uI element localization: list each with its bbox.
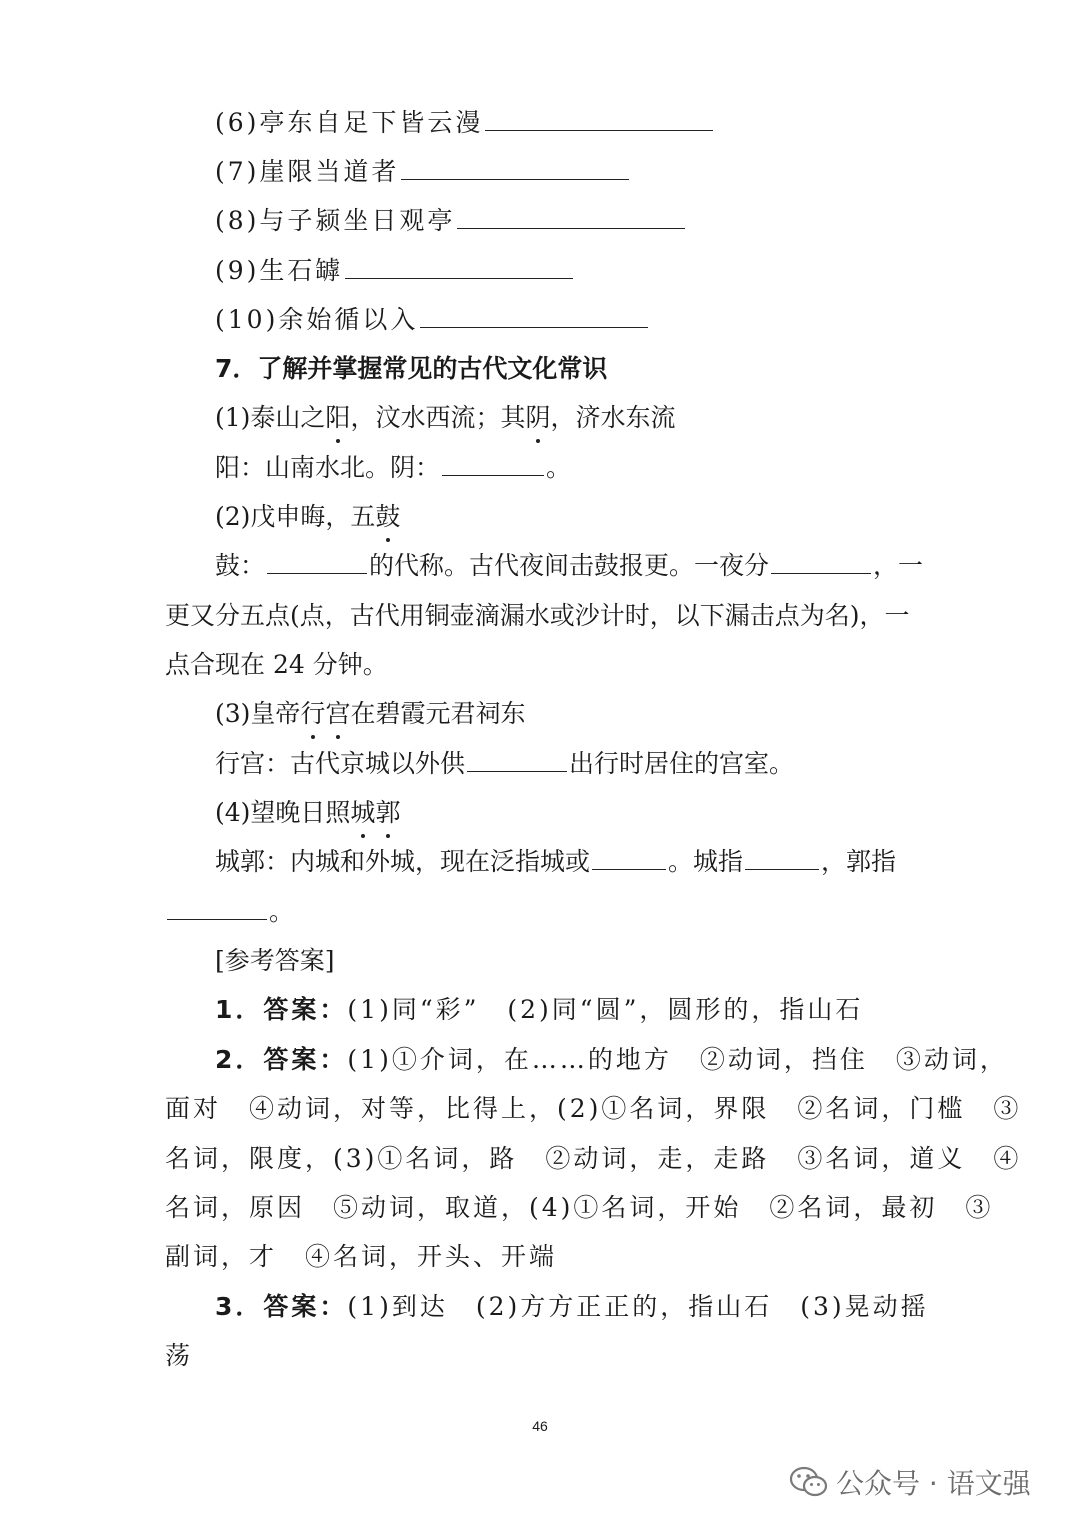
answer-blank[interactable] [442,451,544,476]
item-num: (8) [215,206,260,235]
text: 。城指 [668,847,744,876]
wechat-icon [790,1466,828,1498]
answer-blank[interactable] [467,747,567,772]
q7-p1-def [215,451,571,485]
item-text: 生石罅 [259,256,344,285]
q7-p4 [215,796,400,830]
item-10 [215,303,650,337]
emphasis-char: 宫 [325,697,350,731]
q7-p3 [215,697,525,731]
answer-2-line4: 名词，原因 ⑤动词，取道，(4)①名词，开始 ②名词，最初 ③ [165,1193,994,1222]
text: 出行时居住的宫室。 [569,749,795,778]
item-8 [215,204,687,238]
q7-p1 [215,401,675,435]
text: ，汶水西流；其 [350,403,526,432]
answer-2-line2: 面对 ④动词，对等，比得上，(2)①名词，界限 ②名词，门槛 ③ [165,1094,1022,1123]
text: 城郭：内城和外城，现在泛指城或 [215,847,591,876]
answer-blank[interactable] [745,845,819,870]
emphasis-char: 行 [300,697,325,731]
text: 在碧霞元君祠东 [350,699,526,728]
answer-3-line1 [215,1290,929,1324]
answer-text: (1)①介词，在……的地方 ②动词，挡住 ③动词， [347,1045,1008,1074]
item-text: 余始循以入 [278,305,419,334]
answer-1 [215,993,863,1027]
answer-blank[interactable] [592,845,666,870]
text: 鼓： [215,551,266,580]
q7-p2-line3: 点合现在 24 分钟。 [165,650,388,679]
answer-label: 2．答案： [215,1045,348,1074]
item-num: (7) [215,157,260,186]
answer-2-line1 [215,1043,1008,1077]
answer-2-line3: 名词，限度，(3)①名词，路 ②动词，走，走路 ③名词，道义 ④ [165,1144,1022,1173]
item-text: 亭东自足下皆云漫 [259,108,484,137]
q7-p4-line2 [165,895,294,929]
page-number: 46 [532,1418,548,1434]
answer-blank[interactable] [420,303,648,328]
q7-p2-line2: 更又分五点(点，古代用铜壶滴漏水或沙计时，以下漏击点为名)，一 [165,601,910,630]
item-num: (9) [215,256,260,285]
text: (2)戊申晦，五 [215,502,376,531]
answer-2-line5: 副词，才 ④名词，开头、开端 [165,1242,558,1271]
item-9 [215,254,575,288]
text: 行宫：古代京城以外供 [215,749,466,778]
text: 。 [546,453,572,482]
section-7-title: 7．了解并掌握常见的古代文化常识 [215,354,608,383]
item-6 [215,106,715,140]
answer-3-line2: 荡 [165,1341,191,1370]
item-num: (6) [215,108,260,137]
item-text: 与子颍坐日观亭 [259,206,456,235]
emphasis-char: 城 [350,796,375,830]
item-num: (10) [215,305,279,334]
answer-text: (1)同“彩” (2)同“圆”，圆形的，指山石 [347,995,864,1024]
answer-blank[interactable] [457,204,685,229]
answer-blank[interactable] [771,549,871,574]
q7-p2 [215,500,400,534]
text: ，济水东流 [550,403,676,432]
text: ，一 [873,551,924,580]
answer-blank[interactable] [401,155,629,180]
watermark-text: 公众号 · 语文强 [836,1467,1031,1500]
text: 阳：山南水北。阴： [215,453,441,482]
emphasis-char: 阳 [325,401,350,435]
answer-text: (1)到达 (2)方方正正的，指山石 (3)晃动摇 [347,1292,929,1321]
answer-blank[interactable] [167,895,267,920]
answer-blank[interactable] [267,549,367,574]
answer-blank[interactable] [345,254,573,279]
q7-p3-def [215,747,794,781]
text: ，郭指 [821,847,897,876]
emphasis-char: 阴 [525,401,550,435]
answer-blank[interactable] [485,106,713,131]
item-text: 崖限当道者 [259,157,400,186]
emphasis-char: 鼓 [375,500,400,534]
watermark [790,1462,1031,1502]
text: 的代称。古代夜间击鼓报更。一夜分 [369,551,770,580]
q7-p4-def [215,845,896,879]
answer-label: 3．答案： [215,1292,348,1321]
answer-label: 1．答案： [215,995,348,1024]
emphasis-char: 郭 [375,796,400,830]
answers-header: [参考答案] [215,946,335,975]
text: (3)皇帝 [215,699,301,728]
text: 。 [269,897,295,926]
text: (4)望晚日照 [215,798,351,827]
item-7 [215,155,631,189]
text: (1)泰山之 [215,403,326,432]
q7-p2-def [215,549,923,583]
